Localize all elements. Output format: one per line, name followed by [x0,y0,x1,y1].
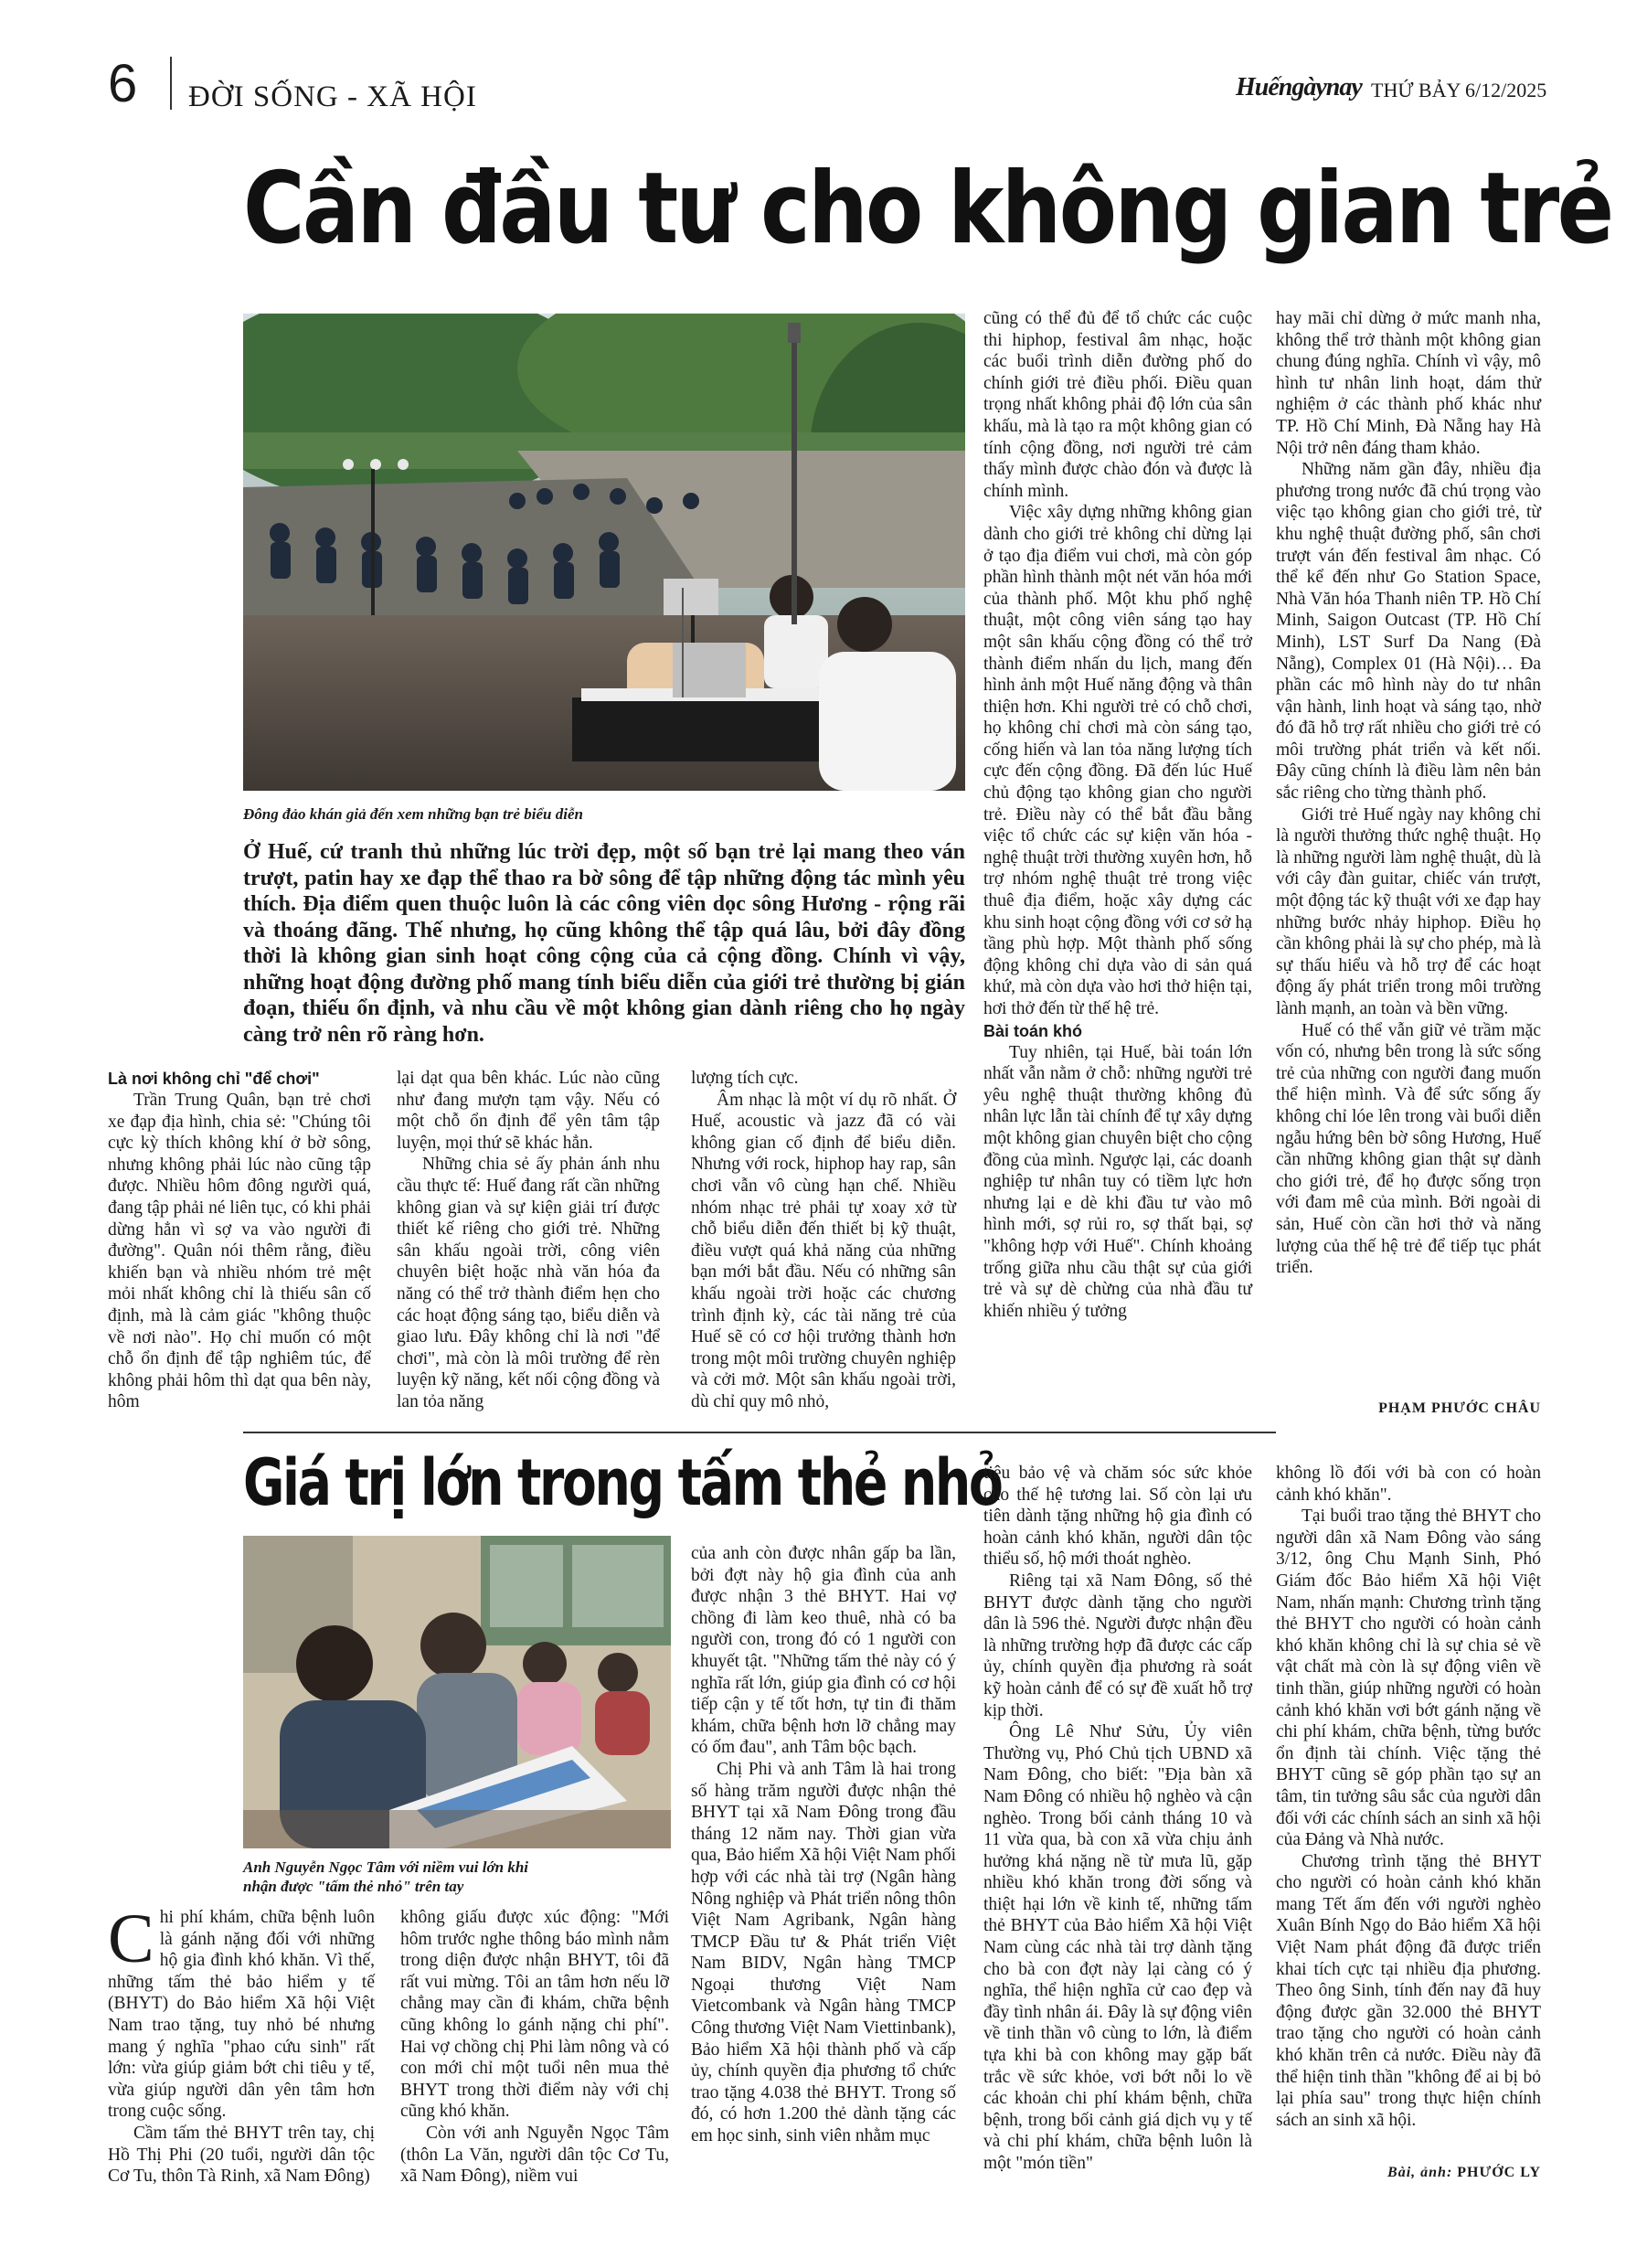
paragraph: hay mãi chỉ dừng ở mức manh nha, không thể trở thành một không gian chung đúng nghĩa. Chính vì vậy, mô hình tư nhân linh hoạt, dám thử nghiệm ở các thành phố khác như TP. Hồ Chí Minh, Đà Nẵng hay Hà Nội trở nên đáng tham khảo. [1276,309,1541,458]
newspaper-logo: Huếngàynay [1236,73,1362,101]
article-separator [243,1432,1276,1433]
paragraph: Tuy nhiên, tại Huế, bài toán lớn nhất vẫn nằm ở chỗ: những người trẻ yêu nghệ thuật thường không đủ nhân lực lẫn tài chính để tự xây dựng một không gian chuyên biệt cho cộng đồng của mình. Ngược lại, các doanh nghiệp tư nhân tuy có tiềm lực hơn nhưng lại e dè khi đầu tư vào mô hình mới, sợ rủi ro, sợ thất bại, sợ "không hợp với Huế". Chính khoảng trống giữa nhu cầu thật sự của giới trẻ và sự dè chừng của nhà đầu tư khiến nhiều ý tưởng [983,1042,1252,1321]
paragraph: lượng tích cực. [691,1069,799,1088]
concert-photo-illustration [243,314,965,791]
paragraph [108,1901,375,2123]
paragraph: Còn với anh Nguyễn Ngọc Tâm (thôn La Văn, người dân tộc Cơ Tu, xã Nam Đông), niềm vui [400,2123,669,2187]
article2-column-1 [108,1901,375,2188]
paragraph: Ông Lê Như Sửu, Ủy viên Thường vụ, Phó Chủ tịch UBND xã Nam Đông, cho biết: "Địa bàn xã Nam Đông có nhiều hộ nghèo và cận nghèo. Trong bối cảnh tháng 10 và 11 vừa qua, bà con xã vừa chịu ảnh hưởng khá nặng nề từ mưa lũ, gặp nhiều khó khăn trong đời sống và thiệt hại lớn về kinh tế, những tấm thẻ BHYT của Bảo hiểm Xã hội Việt Nam cùng các nhà tài trợ dành tặng cho bà con đợt này lại càng có ý nghĩa, thể hiện nghĩa cử cao đẹp và đầy tình nhân ái. Đây là sự động viên về tinh thần vô cùng to lớn, là điểm tựa khi bà con không may gặp bất trắc về sức khỏe, vơi bớt nỗi lo về các khoản chi phí khám bệnh, chữa bệnh, trong bối cảnh giá dịch vụ y tế và chi phí khám, chữa bệnh luôn là một "món tiền" [983,1722,1252,2173]
paragraph: Tại buổi trao tặng thẻ BHYT cho người dân xã Nam Đông vào sáng 3/12, ông Chu Mạnh Sinh, Phó Giám đốc Bảo hiểm Xã hội Việt Nam, nhấn mạnh: Chương trình tặng thẻ BHYT cho người có hoàn cảnh khó khăn không chỉ là sự chia sẻ về vật chất mà còn là sự động viên về tinh thần, giúp những người có hoàn cảnh khó khăn vơi bớt gánh nặng về chi phí khám, chữa bệnh, từng bước ổn định tài chính. Việc tặng thẻ BHYT cũng sẽ góp phần tạo sự an tâm, tin tưởng sâu sắc của người dân đối với các chính sách an sinh xã hội của Đảng và Nhà nước. [1276,1507,1541,1850]
article2-column-5 [1276,1463,1541,2131]
issue-date: THỨ BẢY 6/12/2025 [1371,79,1547,101]
paragraph: cũng có thể đủ để tổ chức các cuộc thi hiphop, festival âm nhạc, hoặc các buổi trình diễn đường phố do chính giới trẻ điều phối. Điều quan trọng nhất không phải độ lớn của sân khấu, mà là tạo ra một không gian có tính cộng đồng, nơi người trẻ cảm thấy mình được chào đón và được là chính mình. [983,309,1252,501]
paragraph: Chương trình tặng thẻ BHYT cho người có hoàn cảnh khó khăn mang Tết ấm đến với người nghèo Xuân Bính Ngọ do Bảo hiểm Xã hội Việt Nam phát động đã được triển khai tích cực tại nhiều địa phương. Theo ông Sinh, tính đến nay đã huy động được gần 32.000 thẻ BHYT trao tặng cho người có hoàn cảnh khó khăn trên cả nước. Điều này đã thể hiện tinh thần "không để ai bị bỏ lại phía sau" trong thực hiện chính sách an sinh xã hội. [1276,1851,1541,2130]
article1-title: Cần đầu tư cho không gian trẻ [243,152,1612,266]
paragraph: Trần Trung Quân, bạn trẻ chơi xe đạp địa hình, chia sẻ: "Chúng tôi cực kỳ thích không khí ở bờ sông, nhưng không phải lúc nào cũng tập được. Nhiều hôm đông người quá, đang tập phải né liên tục, có khi phải dừng hẳn vì sợ va vào người đi đường". Quân nói thêm rằng, điều khiến bạn và nhiều nhóm trẻ mệt mỏi nhất không chỉ là thiếu sân cố định, mà là cảm giác "không thuộc về nơi nào". Họ chỉ muốn có một chỗ ổn định để tập nghiêm túc, để không phải hôm thì dạt qua bên này, hôm [108,1091,371,1412]
article2-column-4 [983,1463,1252,2175]
article1-column-2 [397,1068,660,1413]
paragraph: không giấu được xúc động: "Mới hôm trước nghe thông báo mình nằm trong diện được nhận BHYT, tôi đã rất vui mừng. Tôi an tâm hơn nếu lỡ chẳng may cần đi khám, chữa bệnh cũng không lo gánh nặng chi phí". Hai vợ chồng chị Phi làm nông và có con mới chỉ một tuổi nên mua thẻ BHYT trong thời điểm này với chị cũng khó khăn. [400,1908,669,2122]
byline-prefix: Bài, ảnh: [1387,2165,1453,2180]
article1-column-4 [983,308,1252,1322]
article2-photo-caption: Anh Nguyễn Ngọc Tâm với niềm vui lớn khi nhận được "tấm thẻ nhỏ" trên tay [243,1858,528,1895]
paragraph: tiêu bảo vệ và chăm sóc sức khỏe cho thế hệ tương lai. Số còn lại ưu tiên dành tặng những hộ gia đình có hoàn cảnh khó khăn, người dân tộc thiểu số, hộ mới thoát nghèo. [983,1464,1252,1570]
article2-byline [1276,2165,1541,2181]
byline-author: PHƯỚC LY [1457,2165,1541,2180]
section-title: ĐỜI SỐNG - XÃ HỘI [188,80,477,113]
paragraph: Việc xây dựng những không gian dành cho giới trẻ không chỉ dừng lại ở tạo địa điểm vui chơi, mà còn góp phần hình thành một nét văn hóa mới của thành phố. Một khu phố nghệ thuật, một công viên sáng tạo hay một sân khấu cộng đồng có thể trở thành điểm nhấn du lịch, mang đến hình ảnh một Huế năng động và thân thiện hơn. Khi người trẻ có chỗ chơi, họ không chỉ chơi mà còn sáng tạo, cống hiến và lan tỏa năng lượng tích cực đến cộng đồng. Đã đến lúc Huế chủ động tạo không gian cho người trẻ. Điều này có thể bắt đầu bằng việc tổ chức các sự kiện văn hóa - nghệ thuật trời thường xuyên hơn, hỗ trợ nhóm nghệ thuật trẻ trong việc thuê địa điểm, hoặc xây dựng các khu sinh hoạt cộng đồng với cơ sở hạ tầng phù hợp. Một thành phố sống động không chỉ dựa vào di sản quá khứ, mà còn dựa vào hơi thở hiện tại, hơi thở đến từ thế hệ trẻ. [983,503,1252,1018]
paragraph: của anh còn được nhân gấp ba lần, bởi đợt này hộ gia đình của anh được nhận 3 thẻ BHYT. Hai vợ chồng đi làm keo thuê, nhà có ba người con, trong đó có 1 người con khuyết tật. "Những tấm thẻ này có ý nghĩa rất lớn, giúp gia đình có cơ hội tiếp cận y tế tốt hơn, tự tin đi thăm khám, chữa bệnh hơn lỡ chẳng may có ốm đau", anh Tâm bộc bạch. [691,1544,956,1758]
article2-column-3 [691,1543,956,2147]
paragraph: Giới trẻ Huế ngày nay không chỉ là người thưởng thức nghệ thuật. Họ là những người làm nghệ thuật, dù là với cây đàn guitar, chiếc ván trượt, một động tác kỹ thuật với xe đạp hay những bước nhảy hiphop. Điều họ cần không phải là sự cho phép, mà là sự thấu hiểu và hỗ trợ để các hoạt động ấy phát triển trong môi trường lành mạnh, an toàn và bền vững. [1276,804,1541,1018]
paragraph: Chị Phi và anh Tâm là hai trong số hàng trăm người được nhận thẻ BHYT tại xã Nam Đông trong đầu tháng 12 năm nay. Thời gian vừa qua, Bảo hiểm Xã hội Việt Nam phối hợp với các nhà tài trợ (Ngân hàng Nông nghiệp và Phát triển nông thôn Việt Nam Agribank, Ngân hàng TMCP Đầu tư & Phát triển Việt Nam BIDV, Ngân hàng TMCP Ngoại thương Việt Nam Vietcombank và Ngân hàng TMCP Công thương Việt Nam Viettinbank), Bảo hiểm Xã hội thành phố và cấp ủy, chính quyền địa phương tổ chức trao tặng 4.038 thẻ BHYT. Trong số đó, có hơn 1.200 thẻ dành tặng các em học sinh, sinh viên nhằm mục [691,1759,956,2146]
article2-title: Giá trị lớn trong tấm thẻ nhỏ [243,1445,1002,1520]
paragraph: Cầm tấm thẻ BHYT trên tay, chị Hồ Thị Phi (20 tuổi, người dân tộc Cơ Tu, thôn Tà Rinh, xã Nam Đông) [108,2123,375,2187]
paragraph: lại dạt qua bên khác. Lúc nào cũng như đang mượn tạm vậy. Nếu có một chỗ ổn định để yên tâm tập luyện, mọi thứ sẽ khác hẳn. [397,1069,660,1153]
paragraph: Những chia sẻ ấy phản ánh nhu cầu thực tế: Huế đang rất cần những không gian và sự kiện giải trí được thiết kế riêng cho giới trẻ. Những sân khấu ngoài trời, công viên chuyên biệt hoặc nhà văn hóa đa năng có thể trở thành điểm hẹn cho các hoạt động sáng tạo, biểu diễn và giao lưu. Đây không chỉ là nơi "để chơi", mà còn là môi trường để rèn luyện kỹ năng, kết nối cộng đồng và lan tỏa năng [397,1155,660,1411]
article1-photo [243,314,965,791]
article1-byline: PHẠM PHƯỚC CHÂU [1378,1400,1541,1416]
article1-photo-caption: Đông đảo khán giả đến xem những bạn trẻ biểu diễn [243,805,583,823]
paragraph-text: hi phí khám, chữa bệnh luôn là gánh nặng đối với những hộ gia đình khó khăn. Vì thế, những tấm thẻ bảo hiểm y tế (BHYT) do Bảo hiểm Xã hội Việt Nam trao tặng, tuy nhỏ bé nhưng mang ý nghĩa "phao cứu sinh" rất lớn: vừa giúp giảm bớt chi tiêu y tế, vừa giúp người dân yên tâm hơn trong cuộc sống. [108,1908,375,2122]
paragraph: Âm nhạc là một ví dụ rõ nhất. Ở Huế, acoustic và jazz đã có vài không gian cố định để biểu diễn. Nhưng với rock, hiphop hay rap, sân chơi vẫn vô cùng hạn chế. Nhiều nhóm nhạc trẻ phải tự xoay xở từ chỗ biểu diễn đến thiết bị kỹ thuật, điều vượt quá khả năng của những bạn mới bắt đầu. Nếu có những sân khấu ngoài trời hoặc các chương trình định kỳ, các tài năng trẻ của Huế sẽ có cơ hội trưởng thành hơn trong một môi trường chuyên nghiệp và cởi mở. Một sân khấu ngoài trời, dù chỉ quy mô nhỏ, [691,1090,956,1411]
card-recipient-photo-illustration [243,1536,671,1848]
article2-column-2 [400,1907,669,2188]
paragraph: Những năm gần đây, nhiều địa phương trong nước đã chú trọng vào việc tạo không gian cho giới trẻ, từ khu nghệ thuật đường phố, sân chơi trượt ván đến festival âm nhạc. Có thể kể đến như Go Station Space, Nhà Văn hóa Thanh niên TP. Hồ Chí Minh, Saigon Outcast (TP. Hồ Chí Minh), LST Surf Da Nang (Đà Nẵng), Complex 01 (Hà Nội)… Đa phần các mô hình này do tư nhân vận hành, linh hoạt và sáng tạo, nhờ đó đã hỗ trợ rất nhiều cho giới trẻ có môi trường phát triển và kết nối. Đây cũng chính là điều làm nên bản sắc riêng cho từng thành phố. [1276,460,1541,804]
article1-subhead-2: Bài toán khó [983,1021,1083,1040]
article1-column-3 [691,1068,956,1413]
paragraph: không lồ đối với bà con có hoàn cảnh khó khăn". [1276,1464,1541,1505]
article2-photo [243,1536,671,1848]
header-divider [170,57,172,110]
paragraph: Riêng tại xã Nam Đông, số thẻ BHYT được dành tặng cho người dân là 596 thẻ. Người được nhận đều là những trường hợp đã được các cấp ủy, chính quyền địa phương rà soát kỹ hoàn cảnh để có sự đề xuất hỗ trợ kịp thời. [983,1571,1252,1720]
page-number: 6 [108,54,138,113]
article1-subhead-1: Là nơi không chỉ "để chơi" [108,1070,320,1088]
article1-column-1 [108,1068,371,1413]
article1-lead: Ở Huế, cứ tranh thủ những lúc trời đẹp, một số bạn trẻ lại mang theo ván trượt, patin hay xe đạp thể thao ra bờ sông để tập những động tác mình yêu thích. Địa điểm quen thuộc luôn là các công viên dọc sông Hương - rộng rãi và thoáng đãng. Thế nhưng, họ cũng không thể tập quá lâu, bởi đây đồng thời là không gian sinh hoạt công cộng của cả cộng đồng. Chính vì vậy, những hoạt động đường phố mang tính biểu diễn của giới trẻ thường bị gián đoạn, thiếu ổn định, và nhu cầu về một không gian dành riêng cho họ ngày càng trở nên rõ ràng hơn. [243,840,965,1047]
paragraph: Huế có thể vẫn giữ vẻ trầm mặc vốn có, nhưng bên trong là sức sống trẻ của những con người đang muốn thể hiện mình. Và để sức sống ấy không chỉ lóe lên trong vài buổi diễn ngẫu hứng bên bờ sông Hương, Huế cần những không gian thật sự dành cho giới trẻ, để họ được sống trọn với đam mê của mình. Bởi ngoài di sản, Huế còn cần hơi thở và năng lượng của thế hệ trẻ để tiếp tục phát triển. [1276,1020,1541,1278]
article1-column-5 [1276,308,1541,1279]
dropcap: C [108,1901,154,1977]
